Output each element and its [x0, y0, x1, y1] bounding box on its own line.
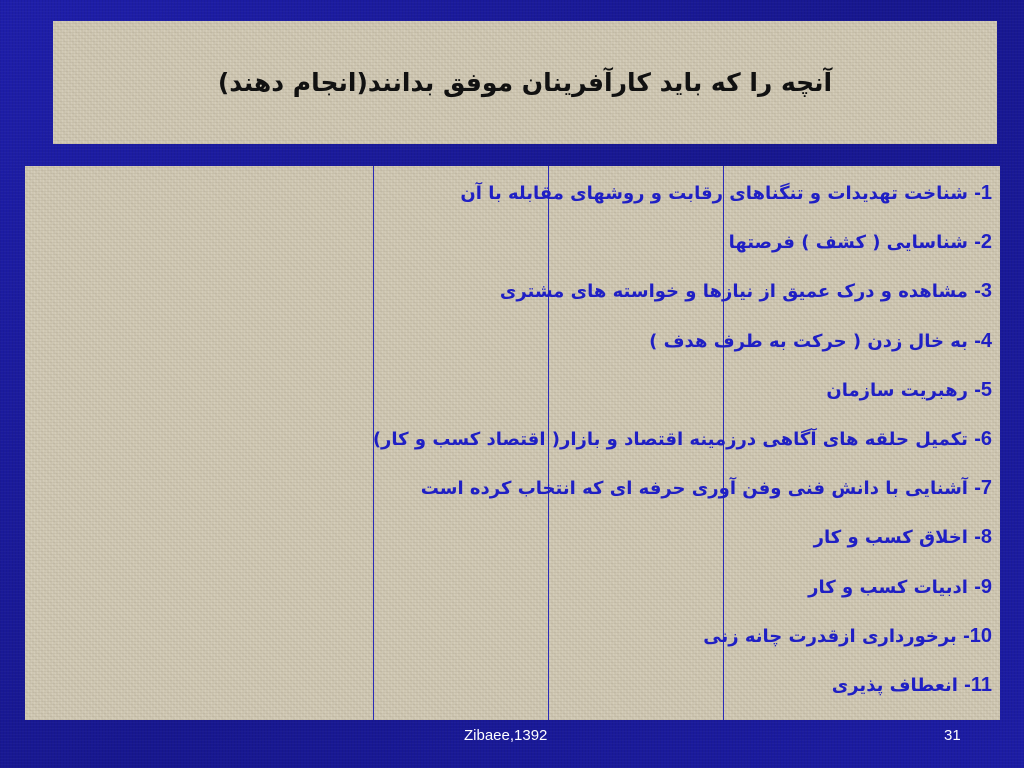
item-number: 10-: [963, 624, 992, 647]
footer-author: Zibaee,1392: [464, 727, 548, 744]
title-panel: [53, 21, 997, 144]
list-item: [272, 422, 992, 471]
item-number: 5-: [974, 378, 992, 401]
list-item: [272, 274, 992, 323]
content-panel: [25, 166, 1000, 720]
list-item: [272, 619, 992, 668]
item-number: 9-: [974, 575, 992, 598]
bullet-list: [272, 176, 992, 717]
list-item: [272, 471, 992, 520]
item-text: مشاهده و درک عمیق از نیازها و خواسته های مشتری: [499, 281, 975, 303]
item-text: ادبیات کسب و کار: [808, 576, 975, 598]
item-text: شناخت تهدیدات و تنگناهای رقابت و روشهای مقابله با آن: [460, 183, 975, 204]
list-item: [272, 668, 992, 717]
item-text: رهبریت سازمان: [826, 379, 975, 401]
list-item: [272, 176, 992, 225]
list-item: [272, 225, 992, 274]
list-item: [272, 570, 992, 619]
page-number: 31: [944, 727, 961, 744]
item-number: 4-: [974, 329, 992, 352]
item-number: 3-: [974, 280, 992, 303]
item-number: 11-: [964, 673, 992, 696]
item-number: 2-: [974, 231, 992, 254]
item-number: 1-: [974, 182, 992, 204]
item-number: 6-: [974, 427, 992, 450]
item-text: تکمیل حلقه های آگاهی درزمینه اقتصاد و بازار( اقتصاد کسب و کار): [372, 428, 975, 450]
slide-title: آنچه را که باید کارآفرینان موفق بدانند(انجام دهند): [217, 68, 833, 97]
list-item: [272, 324, 992, 373]
item-text: اخلاق کسب و کار: [813, 527, 975, 549]
list-item: [272, 520, 992, 569]
item-text: انعطاف پذیری: [831, 674, 965, 696]
item-text: برخورداری ازقدرت چانه زنی: [703, 625, 964, 647]
item-number: 7-: [974, 477, 992, 500]
list-item: [272, 373, 992, 422]
item-number: 8-: [974, 526, 992, 549]
item-text: به خال زدن ( حرکت به طرف هدف ): [649, 330, 975, 352]
item-text: آشنایی با دانش فنی وفن آوری حرفه ای که انتخاب کرده است: [420, 478, 975, 500]
item-text: شناسایی ( کشف ) فرصتها: [728, 232, 975, 254]
